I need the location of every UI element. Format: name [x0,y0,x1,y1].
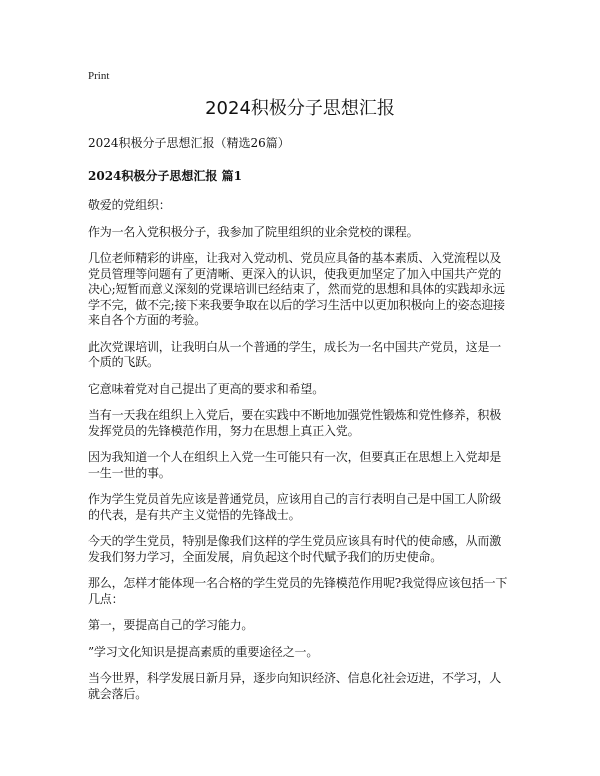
page-title: 2024积极分子思想汇报 [205,98,395,119]
paragraph: 几位老师精彩的讲座，让我对入党动机、党员应具备的基本素质、入党流程以及党员管理等问题有了更清晰、更深入的认识，使我更加坚定了加入中国共产党的决心;短暂而意义深刻的党课培训已经结束了，然而党的思想和具体的实践却永远学不完，做不完;接下来我要争取在以后的学习生活中以更加积极向上的姿态迎接来自各个方面的考验。 [88,251,505,327]
section-heading: 2024积极分子思想汇报 篇1 [88,169,242,183]
paragraph: 那么，怎样才能体现一名合格的学生党员的先锋模范作用呢?我觉得应该包括一下几点： [88,576,508,606]
paragraph: ”学习文化知识是提高素质的重要途径之一。 [88,644,319,659]
paragraph: 作为一名入党积极分子，我参加了院里组织的业余党校的课程。 [88,224,419,239]
document-subtitle: 2024积极分子思想汇报（精选26篇） [88,136,290,150]
paragraph: 它意味着党对自己提出了更高的要求和希望。 [88,381,325,396]
paragraph: 作为学生党员首先应该是普通党员，应该用自己的言行表明自己是中国工人阶级的代表，是有共产主义觉悟的先锋战士。 [88,492,502,522]
paragraph: 当有一天我在组织上入党后，要在实践中不断地加强党性锻炼和党性修养，积极发挥党员的先锋模范作用，努力在思想上真正入党。 [88,408,502,438]
paragraph: 因为我知道一个人在组织上入党一生可能只有一次，但要真正在思想上入党却是一生一世的事。 [88,450,502,480]
print-link[interactable]: Print [88,70,110,82]
paragraph: 当今世界，科学发展日新月异，逐步向知识经济、信息化社会迈进，不学习，人就会落后。 [88,671,502,701]
paragraph: 今天的学生党员，特别是像我们这样的学生党员应该具有时代的使命感，从而激发我们努力学习，全面发展，肩负起这个时代赋予我们的历史使命。 [88,534,502,564]
paragraph: 第一，要提高自己的学习能力。 [88,618,254,632]
paragraph: 此次党课培训，让我明白从一个普通的学生，成长为一名中国共产党员，这是一个质的飞跃。 [88,339,502,369]
paragraph-salutation: 敬爱的党组织： [88,198,171,212]
